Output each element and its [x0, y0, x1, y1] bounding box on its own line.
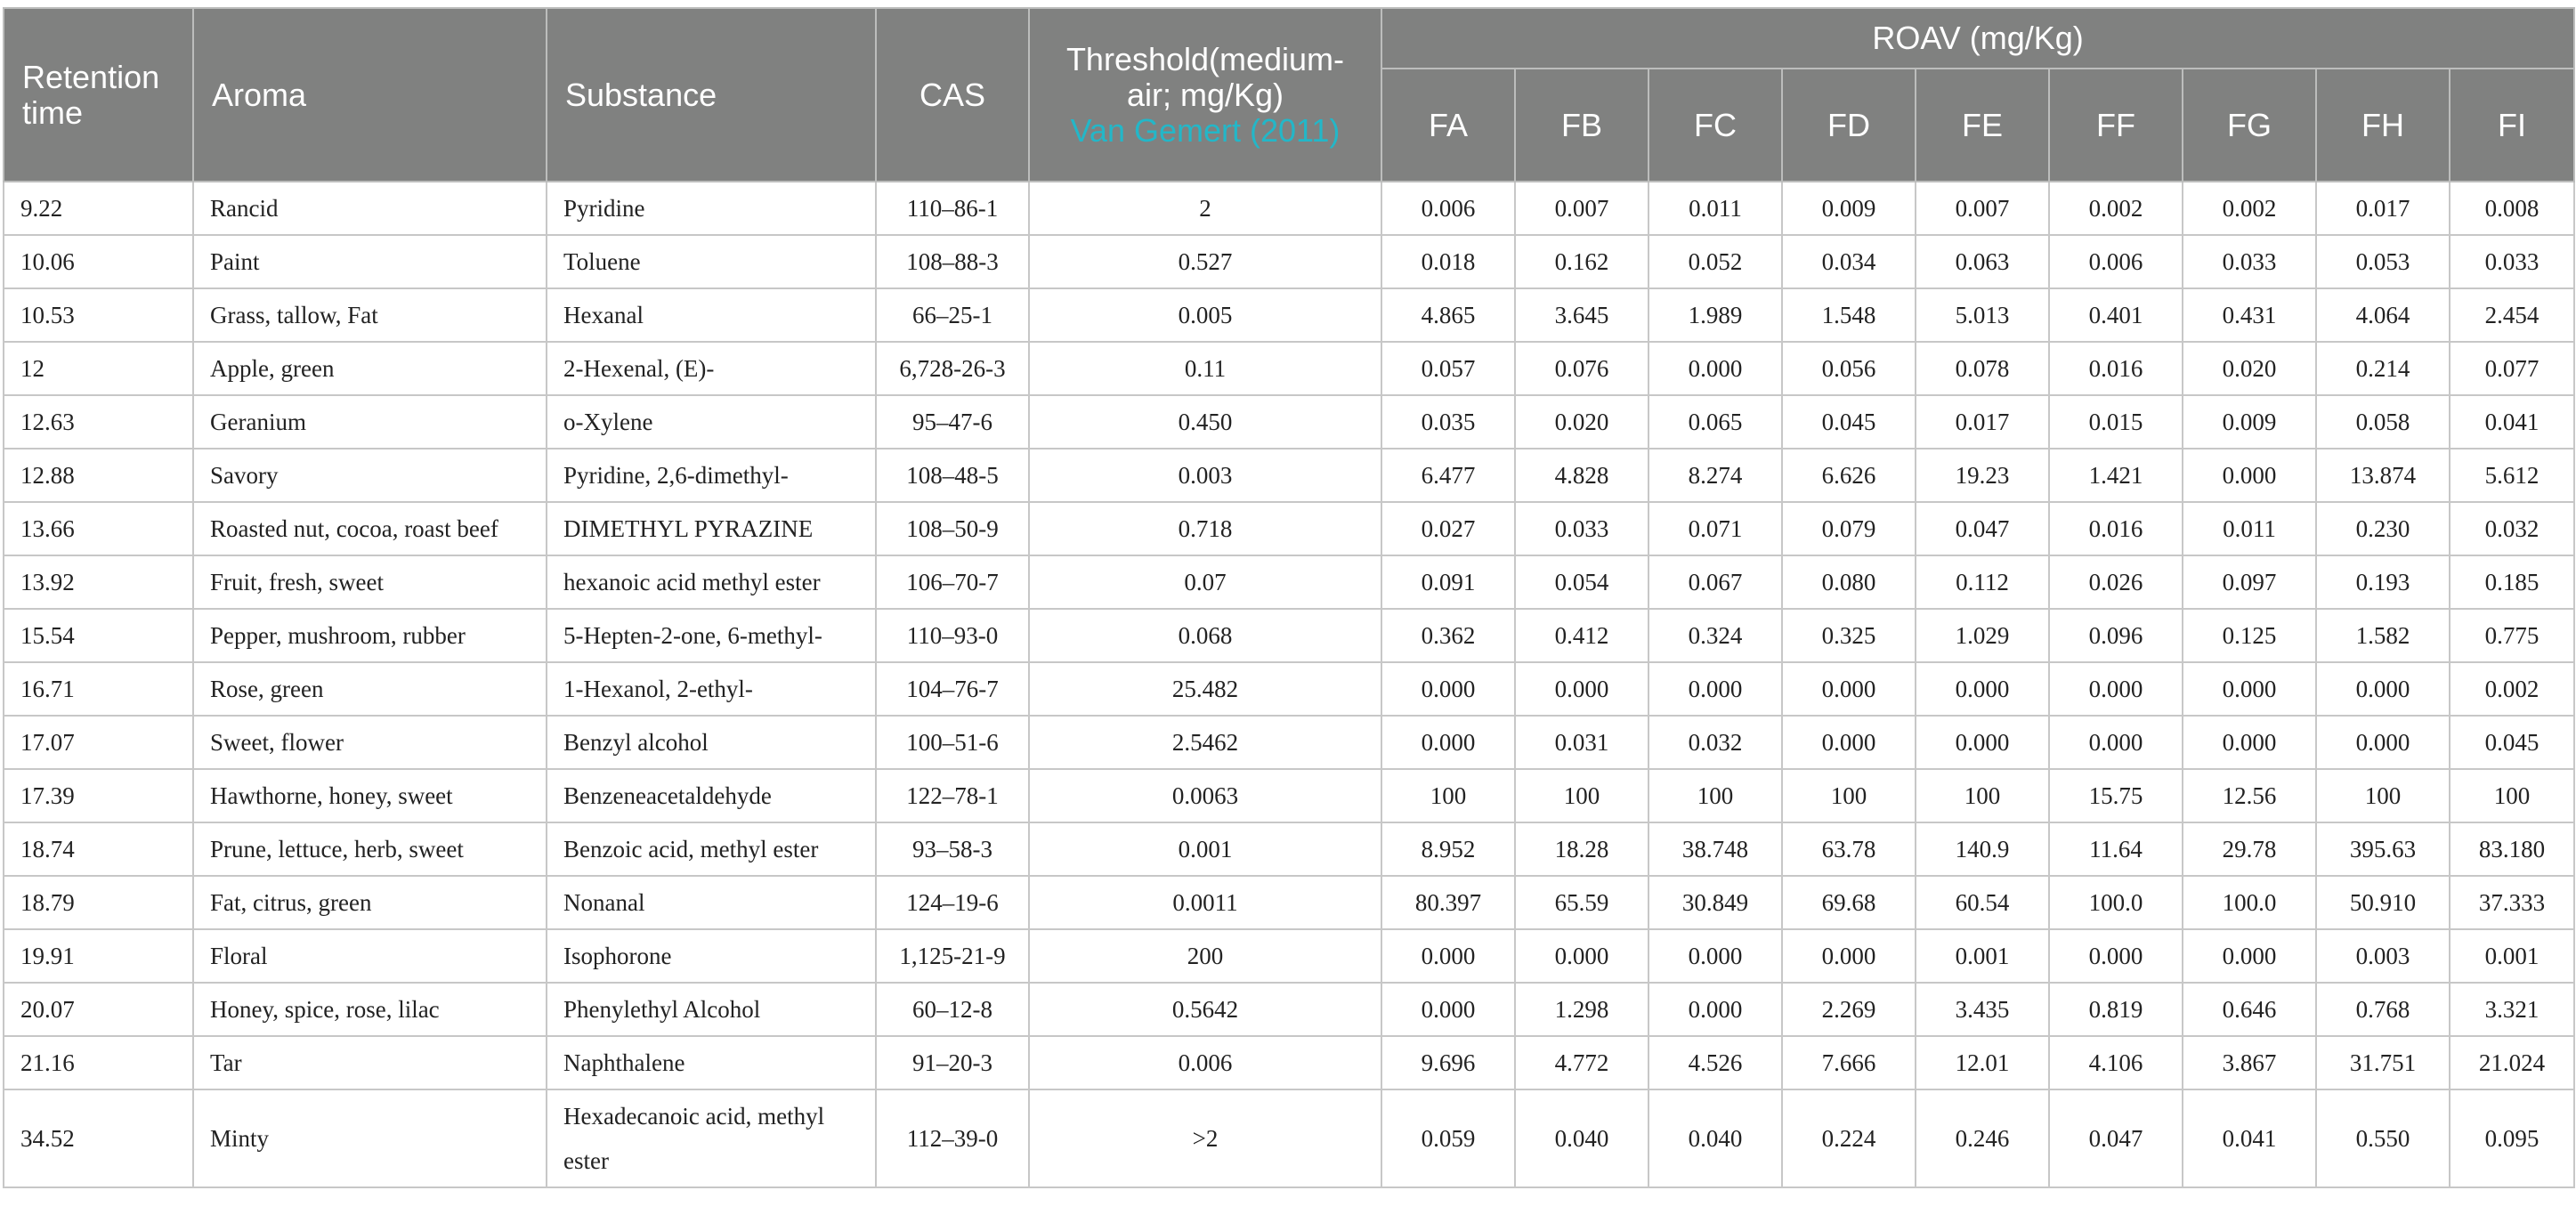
roav-value-fh: 0.000	[2316, 662, 2450, 716]
roav-value-fi: 83.180	[2450, 822, 2574, 876]
aroma-cell: Rose, green	[193, 662, 547, 716]
roav-value-fe: 60.54	[1916, 876, 2049, 929]
cas-cell: 104–76-7	[876, 662, 1029, 716]
roav-value-fi: 0.045	[2450, 716, 2574, 769]
aroma-cell: Fruit, fresh, sweet	[193, 555, 547, 609]
threshold-citation-link[interactable]: Van Gemert (2011)	[1070, 111, 1341, 149]
roav-value-fi: 0.008	[2450, 182, 2574, 235]
roav-value-fe: 19.23	[1916, 449, 2049, 502]
header-threshold	[1029, 8, 1381, 182]
aroma-cell: Sweet, flower	[193, 716, 547, 769]
retention-time-cell: 16.71	[4, 662, 193, 716]
substance-cell: o-Xylene	[547, 395, 876, 449]
roav-value-ff: 0.000	[2049, 662, 2183, 716]
roav-value-fa: 4.865	[1381, 288, 1515, 342]
table-row	[4, 822, 2574, 876]
roav-value-fc: 0.324	[1648, 609, 1782, 662]
threshold-cell: 0.003	[1029, 449, 1381, 502]
table-row	[4, 983, 2574, 1036]
roav-value-fb: 0.000	[1515, 662, 1648, 716]
roav-value-fe: 0.112	[1916, 555, 2049, 609]
roav-value-fe: 3.435	[1916, 983, 2049, 1036]
roav-value-fg: 0.033	[2183, 235, 2316, 288]
roav-value-fb: 0.031	[1515, 716, 1648, 769]
retention-time-cell: 34.52	[4, 1089, 193, 1187]
roav-value-fe: 140.9	[1916, 822, 2049, 876]
roav-value-fe: 12.01	[1916, 1036, 2049, 1089]
header-retention-time: Retention time	[4, 8, 193, 182]
roav-value-fc: 4.526	[1648, 1036, 1782, 1089]
roav-value-ff: 15.75	[2049, 769, 2183, 822]
aroma-cell: Roasted nut, cocoa, roast beef	[193, 502, 547, 555]
table-row	[4, 502, 2574, 555]
roav-value-fc: 0.000	[1648, 983, 1782, 1036]
roav-value-fe: 0.007	[1916, 182, 2049, 235]
roav-value-fa: 0.035	[1381, 395, 1515, 449]
header-sample-fd: FD	[1782, 69, 1916, 182]
table-row	[4, 876, 2574, 929]
retention-time-cell: 12	[4, 342, 193, 395]
header-sample-fc: FC	[1648, 69, 1782, 182]
roav-value-fa: 0.091	[1381, 555, 1515, 609]
roav-value-fb: 0.162	[1515, 235, 1648, 288]
roav-value-ff: 0.047	[2049, 1089, 2183, 1187]
roav-value-fa: 0.006	[1381, 182, 1515, 235]
threshold-cell: 2	[1029, 182, 1381, 235]
roav-value-fi: 5.612	[2450, 449, 2574, 502]
roav-value-fe: 5.013	[1916, 288, 2049, 342]
roav-value-fh: 4.064	[2316, 288, 2450, 342]
cas-cell: 112–39-0	[876, 1089, 1029, 1187]
roav-value-fa: 6.477	[1381, 449, 1515, 502]
header-threshold-label: Threshold(medium-air; mg/Kg)	[1065, 40, 1345, 113]
roav-value-fa: 0.000	[1381, 983, 1515, 1036]
substance-cell: Pyridine, 2,6-dimethyl-	[547, 449, 876, 502]
roav-value-fg: 0.041	[2183, 1089, 2316, 1187]
roav-value-fa: 0.000	[1381, 716, 1515, 769]
roav-value-fd: 0.000	[1782, 662, 1916, 716]
cas-cell: 122–78-1	[876, 769, 1029, 822]
aroma-cell: Savory	[193, 449, 547, 502]
roav-value-fa: 9.696	[1381, 1036, 1515, 1089]
roav-value-fa: 0.362	[1381, 609, 1515, 662]
threshold-cell: 0.450	[1029, 395, 1381, 449]
cas-cell: 66–25-1	[876, 288, 1029, 342]
roav-value-fd: 63.78	[1782, 822, 1916, 876]
aroma-cell: Paint	[193, 235, 547, 288]
roav-value-fh: 395.63	[2316, 822, 2450, 876]
roav-value-fi: 37.333	[2450, 876, 2574, 929]
roav-value-fi: 3.321	[2450, 983, 2574, 1036]
roav-value-ff: 4.106	[2049, 1036, 2183, 1089]
header-roav-group: ROAV (mg/Kg)	[1381, 8, 2574, 69]
roav-value-fb: 0.040	[1515, 1089, 1648, 1187]
aroma-cell: Floral	[193, 929, 547, 983]
table-row	[4, 555, 2574, 609]
roav-value-fg: 0.431	[2183, 288, 2316, 342]
roav-value-fh: 0.193	[2316, 555, 2450, 609]
substance-cell: 1-Hexanol, 2-ethyl-	[547, 662, 876, 716]
header-sample-fi: FI	[2450, 69, 2574, 182]
header-sample-fh: FH	[2316, 69, 2450, 182]
roav-value-fa: 0.059	[1381, 1089, 1515, 1187]
aroma-cell: Pepper, mushroom, rubber	[193, 609, 547, 662]
roav-value-fd: 0.045	[1782, 395, 1916, 449]
cas-cell: 1,125-21-9	[876, 929, 1029, 983]
cas-cell: 91–20-3	[876, 1036, 1029, 1089]
roav-value-fh: 0.230	[2316, 502, 2450, 555]
substance-cell: Benzyl alcohol	[547, 716, 876, 769]
table-row	[4, 342, 2574, 395]
roav-value-fc: 0.065	[1648, 395, 1782, 449]
threshold-cell: 2.5462	[1029, 716, 1381, 769]
table-row	[4, 609, 2574, 662]
roav-value-fb: 1.298	[1515, 983, 1648, 1036]
roav-value-fc: 0.052	[1648, 235, 1782, 288]
roav-value-fh: 0.214	[2316, 342, 2450, 395]
cas-cell: 108–50-9	[876, 502, 1029, 555]
roav-value-fh: 0.058	[2316, 395, 2450, 449]
roav-value-fi: 0.032	[2450, 502, 2574, 555]
roav-value-ff: 0.401	[2049, 288, 2183, 342]
substance-cell: Naphthalene	[547, 1036, 876, 1089]
table-row	[4, 1089, 2574, 1187]
roav-value-fi: 21.024	[2450, 1036, 2574, 1089]
retention-time-cell: 21.16	[4, 1036, 193, 1089]
cas-cell: 108–48-5	[876, 449, 1029, 502]
roav-value-fd: 0.325	[1782, 609, 1916, 662]
table-row	[4, 662, 2574, 716]
roav-value-fg: 0.000	[2183, 449, 2316, 502]
roav-value-fd: 2.269	[1782, 983, 1916, 1036]
aroma-cell: Honey, spice, rose, lilac	[193, 983, 547, 1036]
roav-value-fa: 0.057	[1381, 342, 1515, 395]
table-row	[4, 716, 2574, 769]
roav-value-fc: 0.000	[1648, 342, 1782, 395]
retention-time-cell: 13.92	[4, 555, 193, 609]
roav-value-ff: 0.006	[2049, 235, 2183, 288]
aroma-cell: Hawthorne, honey, sweet	[193, 769, 547, 822]
substance-cell: Toluene	[547, 235, 876, 288]
roav-value-fi: 2.454	[2450, 288, 2574, 342]
roav-value-fe: 0.000	[1916, 662, 2049, 716]
roav-value-fa: 100	[1381, 769, 1515, 822]
table-row	[4, 395, 2574, 449]
roav-value-fc: 0.067	[1648, 555, 1782, 609]
roav-value-fh: 100	[2316, 769, 2450, 822]
threshold-cell: 0.0063	[1029, 769, 1381, 822]
roav-value-fh: 1.582	[2316, 609, 2450, 662]
substance-cell: DIMETHYL PYRAZINE	[547, 502, 876, 555]
header-substance: Substance	[547, 8, 876, 182]
roav-value-fe: 100	[1916, 769, 2049, 822]
roav-value-fe: 0.000	[1916, 716, 2049, 769]
header-sample-fa: FA	[1381, 69, 1515, 182]
roav-value-fb: 18.28	[1515, 822, 1648, 876]
roav-value-fd: 0.009	[1782, 182, 1916, 235]
roav-value-fh: 0.003	[2316, 929, 2450, 983]
retention-time-cell: 10.06	[4, 235, 193, 288]
roav-value-fb: 4.828	[1515, 449, 1648, 502]
substance-cell	[547, 1089, 876, 1187]
roav-value-fi: 0.002	[2450, 662, 2574, 716]
retention-time-cell: 19.91	[4, 929, 193, 983]
roav-value-fg: 0.011	[2183, 502, 2316, 555]
substance-text: Hexadecanoic acid, methyl ester	[563, 1103, 825, 1174]
roav-value-fg: 0.000	[2183, 929, 2316, 983]
retention-time-cell: 18.79	[4, 876, 193, 929]
roav-value-fc: 38.748	[1648, 822, 1782, 876]
cas-cell: 100–51-6	[876, 716, 1029, 769]
roav-value-fi: 0.001	[2450, 929, 2574, 983]
roav-value-fb: 0.076	[1515, 342, 1648, 395]
roav-value-fe: 0.063	[1916, 235, 2049, 288]
cas-cell: 93–58-3	[876, 822, 1029, 876]
roav-value-fe: 0.017	[1916, 395, 2049, 449]
aroma-cell: Geranium	[193, 395, 547, 449]
roav-value-ff: 0.000	[2049, 716, 2183, 769]
roav-value-fb: 65.59	[1515, 876, 1648, 929]
substance-cell: hexanoic acid methyl ester	[547, 555, 876, 609]
roav-value-fa: 0.000	[1381, 929, 1515, 983]
roav-value-fh: 13.874	[2316, 449, 2450, 502]
roav-value-ff: 0.026	[2049, 555, 2183, 609]
table-row	[4, 769, 2574, 822]
roav-value-fa: 80.397	[1381, 876, 1515, 929]
roav-value-ff: 0.016	[2049, 342, 2183, 395]
roav-value-fe: 0.246	[1916, 1089, 2049, 1187]
roav-value-fc: 0.032	[1648, 716, 1782, 769]
roav-value-fi: 0.041	[2450, 395, 2574, 449]
roav-value-fi: 0.185	[2450, 555, 2574, 609]
roav-value-fc: 0.000	[1648, 929, 1782, 983]
roav-value-fc: 0.000	[1648, 662, 1782, 716]
roav-value-fh: 50.910	[2316, 876, 2450, 929]
roav-value-fb: 0.054	[1515, 555, 1648, 609]
roav-value-fd: 0.034	[1782, 235, 1916, 288]
roav-value-fe: 0.001	[1916, 929, 2049, 983]
table-row	[4, 449, 2574, 502]
roav-value-fa: 0.018	[1381, 235, 1515, 288]
threshold-cell: 0.527	[1029, 235, 1381, 288]
roav-value-fi: 0.033	[2450, 235, 2574, 288]
aroma-cell: Tar	[193, 1036, 547, 1089]
roav-value-fb: 0.412	[1515, 609, 1648, 662]
roav-value-fd: 0.000	[1782, 716, 1916, 769]
roav-value-fd: 100	[1782, 769, 1916, 822]
retention-time-cell: 20.07	[4, 983, 193, 1036]
threshold-cell: 200	[1029, 929, 1381, 983]
threshold-cell: 0.718	[1029, 502, 1381, 555]
substance-cell: Benzeneacetaldehyde	[547, 769, 876, 822]
roav-value-fc: 8.274	[1648, 449, 1782, 502]
cas-cell: 124–19-6	[876, 876, 1029, 929]
retention-time-cell: 17.07	[4, 716, 193, 769]
roav-value-fd: 0.056	[1782, 342, 1916, 395]
roav-value-fd: 6.626	[1782, 449, 1916, 502]
substance-cell: Pyridine	[547, 182, 876, 235]
header-aroma: Aroma	[193, 8, 547, 182]
threshold-cell: 0.5642	[1029, 983, 1381, 1036]
roav-value-fb: 4.772	[1515, 1036, 1648, 1089]
roav-value-fi: 0.077	[2450, 342, 2574, 395]
threshold-cell: 0.07	[1029, 555, 1381, 609]
roav-value-fh: 0.550	[2316, 1089, 2450, 1187]
roav-value-fe: 0.078	[1916, 342, 2049, 395]
roav-value-fg: 3.867	[2183, 1036, 2316, 1089]
roav-table	[3, 7, 2575, 1188]
roav-value-fc: 0.071	[1648, 502, 1782, 555]
roav-value-ff: 0.096	[2049, 609, 2183, 662]
header-sample-fe: FE	[1916, 69, 2049, 182]
roav-value-ff: 0.015	[2049, 395, 2183, 449]
substance-cell: Benzoic acid, methyl ester	[547, 822, 876, 876]
retention-time-cell: 12.63	[4, 395, 193, 449]
roav-value-ff: 0.002	[2049, 182, 2183, 235]
roav-value-fg: 100.0	[2183, 876, 2316, 929]
roav-value-fg: 12.56	[2183, 769, 2316, 822]
roav-value-fb: 0.007	[1515, 182, 1648, 235]
threshold-cell: 0.0011	[1029, 876, 1381, 929]
table-row	[4, 182, 2574, 235]
roav-value-fb: 3.645	[1515, 288, 1648, 342]
retention-time-cell: 9.22	[4, 182, 193, 235]
roav-value-fd: 1.548	[1782, 288, 1916, 342]
roav-value-fd: 69.68	[1782, 876, 1916, 929]
substance-cell: Isophorone	[547, 929, 876, 983]
roav-value-fc: 30.849	[1648, 876, 1782, 929]
retention-time-cell: 13.66	[4, 502, 193, 555]
roav-value-fg: 0.000	[2183, 662, 2316, 716]
roav-value-fb: 0.020	[1515, 395, 1648, 449]
roav-value-fd: 0.079	[1782, 502, 1916, 555]
roav-value-ff: 0.819	[2049, 983, 2183, 1036]
aroma-cell: Prune, lettuce, herb, sweet	[193, 822, 547, 876]
roav-value-fi: 0.775	[2450, 609, 2574, 662]
header-sample-fg: FG	[2183, 69, 2316, 182]
table-header	[4, 8, 2574, 182]
retention-time-cell: 15.54	[4, 609, 193, 662]
header-sample-ff: FF	[2049, 69, 2183, 182]
table-body	[4, 182, 2574, 1187]
header-sample-fb: FB	[1515, 69, 1648, 182]
roav-value-fc: 0.040	[1648, 1089, 1782, 1187]
roav-value-fg: 0.097	[2183, 555, 2316, 609]
substance-cell: Nonanal	[547, 876, 876, 929]
roav-value-fg: 0.020	[2183, 342, 2316, 395]
roav-value-fd: 0.000	[1782, 929, 1916, 983]
cas-cell: 110–86-1	[876, 182, 1029, 235]
roav-value-ff: 0.000	[2049, 929, 2183, 983]
roav-value-fh: 31.751	[2316, 1036, 2450, 1089]
cas-cell: 110–93-0	[876, 609, 1029, 662]
retention-time-cell: 10.53	[4, 288, 193, 342]
roav-value-fc: 100	[1648, 769, 1782, 822]
table-row	[4, 929, 2574, 983]
aroma-cell: Rancid	[193, 182, 547, 235]
roav-value-fh: 0.768	[2316, 983, 2450, 1036]
table-row	[4, 235, 2574, 288]
roav-value-fg: 29.78	[2183, 822, 2316, 876]
cas-cell: 106–70-7	[876, 555, 1029, 609]
substance-cell: Phenylethyl Alcohol	[547, 983, 876, 1036]
roav-value-ff: 0.016	[2049, 502, 2183, 555]
threshold-cell: 0.006	[1029, 1036, 1381, 1089]
threshold-cell: 25.482	[1029, 662, 1381, 716]
roav-value-ff: 100.0	[2049, 876, 2183, 929]
cas-cell: 108–88-3	[876, 235, 1029, 288]
retention-time-cell: 18.74	[4, 822, 193, 876]
roav-value-fb: 0.000	[1515, 929, 1648, 983]
roav-value-fc: 0.011	[1648, 182, 1782, 235]
cas-cell: 6,728-26-3	[876, 342, 1029, 395]
roav-value-fh: 0.000	[2316, 716, 2450, 769]
roav-value-fd: 0.224	[1782, 1089, 1916, 1187]
roav-value-ff: 1.421	[2049, 449, 2183, 502]
roav-value-fb: 0.033	[1515, 502, 1648, 555]
threshold-cell: 0.11	[1029, 342, 1381, 395]
threshold-cell: 0.001	[1029, 822, 1381, 876]
table-row	[4, 288, 2574, 342]
retention-time-cell: 12.88	[4, 449, 193, 502]
threshold-cell: 0.005	[1029, 288, 1381, 342]
roav-value-fg: 0.002	[2183, 182, 2316, 235]
aroma-cell: Fat, citrus, green	[193, 876, 547, 929]
threshold-cell: >2	[1029, 1089, 1381, 1187]
roav-value-fe: 1.029	[1916, 609, 2049, 662]
cas-cell: 95–47-6	[876, 395, 1029, 449]
cas-cell: 60–12-8	[876, 983, 1029, 1036]
table-row	[4, 1036, 2574, 1089]
substance-cell: Hexanal	[547, 288, 876, 342]
retention-time-cell: 17.39	[4, 769, 193, 822]
roav-value-fh: 0.017	[2316, 182, 2450, 235]
aroma-cell: Apple, green	[193, 342, 547, 395]
roav-value-fg: 0.646	[2183, 983, 2316, 1036]
roav-value-fc: 1.989	[1648, 288, 1782, 342]
roav-value-fe: 0.047	[1916, 502, 2049, 555]
roav-value-fi: 100	[2450, 769, 2574, 822]
roav-value-fh: 0.053	[2316, 235, 2450, 288]
roav-value-ff: 11.64	[2049, 822, 2183, 876]
roav-value-fi: 0.095	[2450, 1089, 2574, 1187]
roav-value-fa: 0.000	[1381, 662, 1515, 716]
substance-cell: 2-Hexenal, (E)-	[547, 342, 876, 395]
threshold-cell: 0.068	[1029, 609, 1381, 662]
roav-value-fg: 0.009	[2183, 395, 2316, 449]
aroma-cell: Grass, tallow, Fat	[193, 288, 547, 342]
roav-value-fa: 0.027	[1381, 502, 1515, 555]
roav-value-fb: 100	[1515, 769, 1648, 822]
roav-value-fg: 0.000	[2183, 716, 2316, 769]
roav-value-fg: 0.125	[2183, 609, 2316, 662]
header-cas: CAS	[876, 8, 1029, 182]
aroma-cell: Minty	[193, 1089, 547, 1187]
roav-value-fd: 7.666	[1782, 1036, 1916, 1089]
roav-value-fa: 8.952	[1381, 822, 1515, 876]
substance-cell: 5-Hepten-2-one, 6-methyl-	[547, 609, 876, 662]
roav-value-fd: 0.080	[1782, 555, 1916, 609]
